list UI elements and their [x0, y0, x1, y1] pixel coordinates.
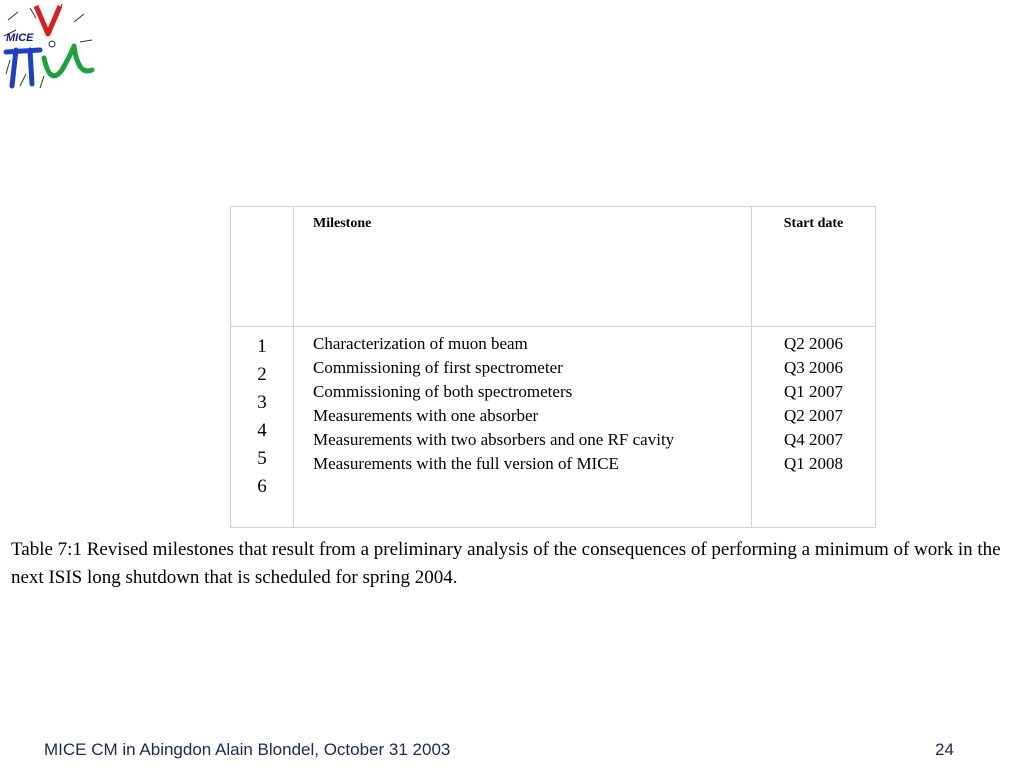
start-date: Q2 2006	[783, 334, 844, 353]
mice-logo	[0, 0, 100, 96]
milestone-number: 3	[257, 392, 267, 413]
header-number-cell	[231, 207, 294, 327]
milestone-number: 2	[257, 364, 267, 385]
header-milestone: Milestone	[294, 207, 752, 327]
milestone-cell	[294, 327, 752, 528]
milestone-text: Commissioning of both spectrometers	[313, 382, 573, 401]
milestone-text: Measurements with one absorber	[313, 406, 539, 425]
milestone-number: 6	[257, 476, 267, 497]
number-cell	[231, 327, 294, 528]
milestone-text: Commissioning of first spectrometer	[313, 358, 563, 377]
milestone-text: Characterization of muon beam	[313, 334, 528, 353]
start-date: Q2 2007	[783, 406, 844, 425]
svg-text:MICE: MICE	[6, 32, 34, 44]
milestone-text: Measurements with the full version of MICE	[313, 454, 619, 473]
milestone-table	[230, 206, 876, 528]
milestone-text: Measurements with two absorbers and one RF cavity	[313, 430, 675, 449]
milestone-number: 1	[257, 336, 267, 357]
start-date-cell	[752, 327, 876, 528]
page-number: 24	[935, 740, 954, 759]
header-row	[231, 207, 876, 327]
milestone-number: 5	[257, 448, 267, 469]
header-start-date: Start date	[752, 207, 876, 327]
milestone-row	[231, 327, 876, 528]
milestone-number: 4	[257, 420, 267, 441]
table-caption: Table 7:1 Revised milestones that result from a preliminary analysis of the consequences of performing a minimum of work in the next ISIS long shutdown that is scheduled for spring 2004.	[11, 539, 1001, 588]
start-date: Q4 2007	[783, 430, 844, 449]
start-date: Q3 2006	[783, 358, 844, 377]
start-date: Q1 2008	[783, 454, 844, 473]
start-date: Q1 2007	[783, 382, 844, 401]
footer-text: MICE CM in Abingdon Alain Blondel, October 31 2003	[44, 740, 451, 759]
